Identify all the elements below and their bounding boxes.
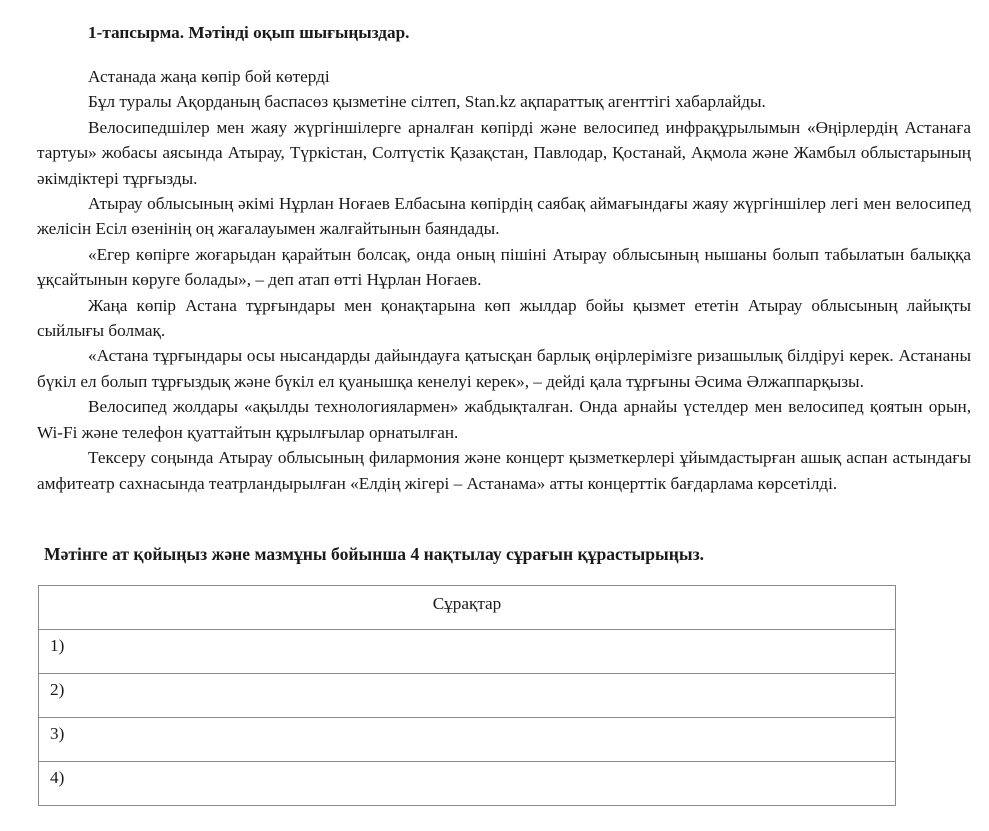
paragraph-quote-fish: «Егер көпірге жоғарыдан қарайтын болсақ, онда оның пішіні Атырау облысының нышаны болып табылатын балыққа ұқсайтынын көруге болады», – деп атап өтті Нұрлан Ноғаев. bbox=[37, 244, 971, 290]
table-row bbox=[39, 762, 896, 806]
questions-table bbox=[38, 585, 896, 806]
paragraph-smart-tech: Велосипед жолдары «ақылды технологиялармен» жабдықталған. Онда арнайы үстелдер мен велосипед қоятын орын, Wi-Fi және телефон қуаттайтын құрылғылар орнатылған. bbox=[37, 397, 971, 442]
table-row bbox=[39, 674, 896, 718]
table-row bbox=[39, 630, 896, 674]
reading-text bbox=[37, 64, 971, 496]
paragraph-resident-quote: «Астана тұрғындары осы нысандарды дайындауға қатысқан барлық өңірлерімізге ризашылық білдіруі керек. Астананы бүкіл ел болып тұрғыздық және бүкіл ел қуанышқа кенелуі керек», – дейді қала тұрғыны Әсима Әлжаппарқызы. bbox=[37, 346, 971, 391]
paragraph-bridge-builders: Велосипедшілер мен жаяу жүргіншілерге арналған көпірді және велосипед инфрақұрылымын «Өңірлердің Астанаға тартуы» жобасы аясында Атырау, Түркістан, Солтүстік Қазақстан, Павлодар, Қостанай, Ақмола және Жамбыл облыстарының әкімдіктері тұрғызды. bbox=[37, 117, 971, 188]
paragraph-source: Бұл туралы Ақорданың баспасөз қызметіне сілтеп, Stan.kz ақпараттық агенттігі хабарлайды. bbox=[88, 92, 766, 112]
paragraph-concert: Тексеру соңында Атырау облысының филармония және концерт қызметкерлері ұйымдастырған ашық аспан астындағы амфитеатр сахнасында театрландырылған «Елдің жігері – Астанама» атты концерттік бағдарлама көрсетілді. bbox=[37, 448, 971, 493]
question-cell-1[interactable]: 1) bbox=[39, 630, 896, 674]
question-cell-4[interactable]: 4) bbox=[39, 762, 896, 806]
paragraph-headline: Астанада жаңа көпір бой көтерді bbox=[88, 67, 330, 86]
task-instruction: Мәтінге ат қойыңыз және мазмұны бойынша 4 нақтылау сұрағын құрастырыңыз. bbox=[44, 544, 705, 564]
paragraph-akim-report: Атырау облысының әкімі Нұрлан Ноғаев Елбасына көпірдің саябақ аймағындағы жаяу жүргіншілер легі мен велосипед желісін Есіл өзенінің оң жағалауымен жалғайтынын баяндады. bbox=[37, 194, 971, 239]
question-cell-2[interactable]: 2) bbox=[39, 674, 896, 718]
questions-header: Сұрақтар bbox=[39, 586, 896, 630]
task-title: 1-тапсырма. Мәтінді оқып шығыңыздар. bbox=[88, 23, 410, 42]
table-row bbox=[39, 718, 896, 762]
question-cell-3[interactable]: 3) bbox=[39, 718, 896, 762]
paragraph-gift: Жаңа көпір Астана тұрғындары мен қонақтарына көп жылдар бойы қызмет ететін Атырау облысының лайықты сыйлығы болмақ. bbox=[37, 295, 971, 341]
